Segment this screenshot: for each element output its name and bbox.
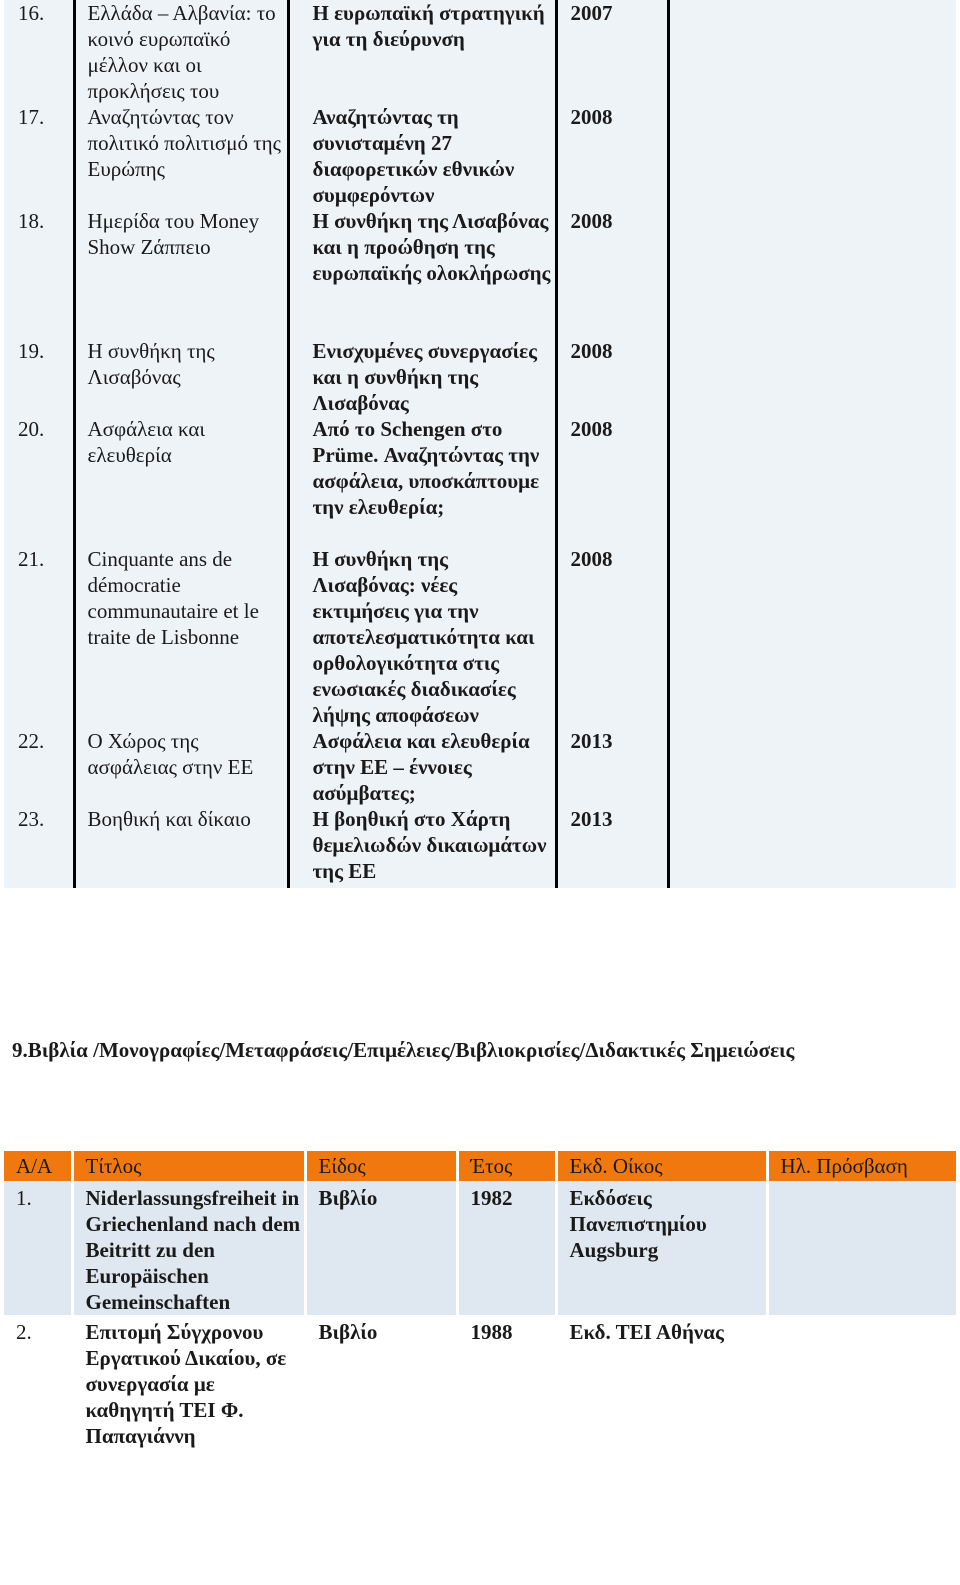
table-row [4,208,956,338]
row-number: 21. [18,547,45,571]
seminar-title: Ημερίδα του Money Show Ζάππειο [74,208,288,338]
book-title: Niderlassungsfreiheit in Griechenland nach dem Beitritt zu den Europäischen Gemeinschaften [72,1181,305,1315]
row-number: 16. [18,1,45,25]
table-row [4,1315,956,1455]
presentation-title: Η ευρωπαϊκή στρατηγική για τη διεύρυνση [288,0,556,104]
row-number: 22. [18,729,45,753]
empty-cell [668,416,956,546]
book-publisher: Εκδ. ΤΕΙ Αθήνας [556,1315,767,1455]
table-row [4,416,956,546]
column-header: Είδος [305,1151,457,1181]
column-header: Εκδ. Οίκος [556,1151,767,1181]
empty-cell [668,104,956,208]
year: 2008 [556,546,668,728]
seminars-table [4,0,956,888]
empty-cell [668,0,956,104]
seminar-title: Ασφάλεια και ελευθερία [74,416,288,546]
row-number: 2. [4,1315,72,1455]
row-number: 18. [18,209,45,233]
book-type: Βιβλίο [305,1181,457,1315]
seminar-title: Ο Χώρος της ασφάλειας στην ΕΕ [74,728,288,806]
table-row [4,0,956,104]
presentation-title: Ασφάλεια και ελευθερία στην ΕΕ – έννοιες ασύμβατες; [288,728,556,806]
empty-cell [668,338,956,416]
book-access [767,1315,956,1455]
row-number: 1. [4,1181,72,1315]
year: 2008 [556,104,668,208]
row-number: 23. [18,807,45,831]
seminar-title: Αναζητώντας τον πολιτικό πολιτισμό της Ευρώπης [74,104,288,208]
books-table [4,1151,956,1455]
presentation-title: Η συνθήκη της Λισαβόνας: νέες εκτιμήσεις για την αποτελεσματικότητα και ορθολογικότητα στις ενωσιακές διαδικασίες λήψης αποφάσεων [288,546,556,728]
row-number: 17. [18,105,45,129]
column-header: Ηλ. Πρόσβαση [767,1151,956,1181]
presentation-title: Η συνθήκη της Λισαβόνας και η προώθηση της ευρωπαϊκής ολοκλήρωσης [288,208,556,338]
table-row [4,806,956,888]
book-year: 1988 [457,1315,556,1455]
table-row [4,728,956,806]
book-type: Βιβλίο [305,1315,457,1455]
presentation-title: Ενισχυμένες συνεργασίες και η συνθήκη της Λισαβόνας [288,338,556,416]
year: 2007 [556,0,668,104]
column-header: Α/Α [4,1151,72,1181]
table-header-row [4,1151,956,1181]
row-number: 19. [18,339,45,363]
book-access [767,1181,956,1315]
presentation-title: Αναζητώντας τη συνισταμένη 27 διαφορετικών εθνικών συμφερόντων [288,104,556,208]
book-publisher: Εκδόσεις Πανεπιστημίου Augsburg [556,1181,767,1315]
book-title: Επιτομή Σύγχρονου Εργατικού Δικαίου, σε συνεργασία με καθηγητή ΤΕΙ Φ. Παπαγιάννη [72,1315,305,1455]
presentation-title: Η βοηθική στο Χάρτη θεμελιωδών δικαιωμάτων της ΕΕ [288,806,556,888]
empty-cell [668,546,956,728]
seminar-title: Η συνθήκη της Λισαβόνας [74,338,288,416]
table-row [4,338,956,416]
column-header: Τίτλος [72,1151,305,1181]
table-row [4,104,956,208]
year: 2013 [556,806,668,888]
seminar-title: Βοηθική και δίκαιο [74,806,288,888]
presentation-title: Από το Schengen στο Prüme. Αναζητώντας την ασφάλεια, υποσκάπτουμε την ελευθερία; [288,416,556,546]
year: 2008 [556,208,668,338]
empty-cell [668,806,956,888]
year: 2013 [556,728,668,806]
column-header: Έτος [457,1151,556,1181]
year: 2008 [556,338,668,416]
seminar-title: Ελλάδα – Αλβανία: το κοινό ευρωπαϊκό μέλλον και οι προκλήσεις του [74,0,288,104]
seminar-title: Cinquante ans de démocratie communautaire et le traite de Lisbonne [74,546,288,728]
section-heading: 9.Βιβλία /Μονογραφίες/Μεταφράσεις/Επιμέλειες/Βιβλιοκρισίες/Διδακτικές Σημειώσεις [12,1038,795,1062]
year: 2008 [556,416,668,546]
table-row [4,1181,956,1315]
row-number: 20. [18,417,45,441]
book-year: 1982 [457,1181,556,1315]
empty-cell [668,728,956,806]
empty-cell [668,208,956,338]
table-row [4,546,956,728]
